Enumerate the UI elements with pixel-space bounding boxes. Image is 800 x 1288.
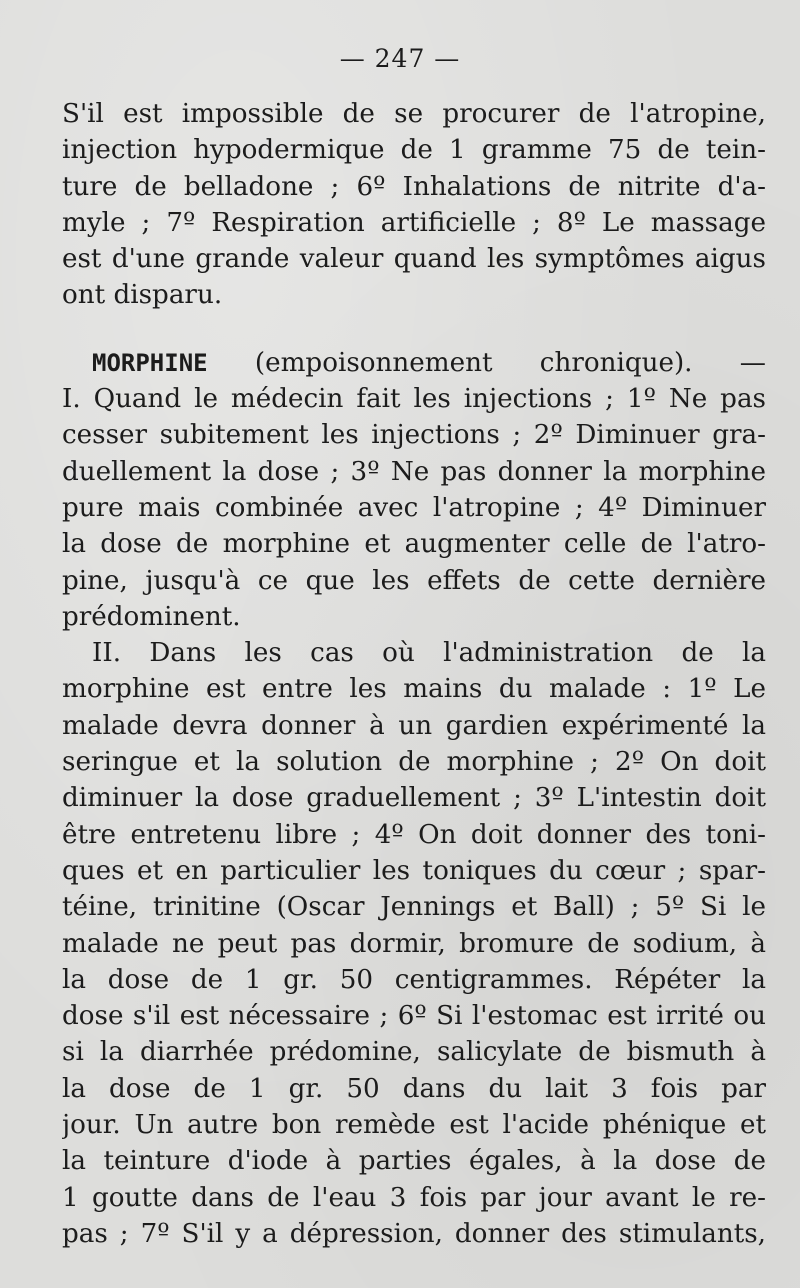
text-line: myle ; 7º Respiration artificielle ; 8º Le massage [62, 207, 766, 238]
text-line: est d'une grande valeur quand les symptômes aigus [62, 244, 766, 275]
text-line: seringue et la solution de morphine ; 2º On doit [62, 747, 766, 778]
body-text [62, 96, 766, 1252]
text-line: dose s'il est nécessaire ; 6º Si l'estomac est irrité ou [62, 1001, 766, 1032]
text-line: la teinture d'iode à parties égales, à la dose de [62, 1146, 766, 1177]
section-heading-line [62, 345, 766, 381]
text-line: la dose de 1 gr. 50 dans du lait 3 fois par [62, 1073, 766, 1104]
page-number: — 247 — [339, 44, 461, 73]
text-line: malade ne peut pas dormir, bromure de sodium, à [62, 928, 766, 959]
text-line: pas ; 7º S'il y a dépression, donner des stimulants, [62, 1218, 766, 1249]
text-line: téine, trinitine (Oscar Jennings et Ball) ; 5º Si le [62, 892, 766, 923]
text-line: I. Quand le médecin fait les injections ; 1º Ne pas [62, 384, 766, 415]
text-line: la dose de morphine et augmenter celle de l'atro- [62, 529, 766, 560]
section-heading-rest: (empoisonnement chronique). — [207, 347, 766, 378]
text-line: injection hypodermique de 1 gramme 75 de tein- [62, 135, 766, 166]
text-line: duellement la dose ; 3º Ne pas donner la morphine [62, 456, 766, 487]
text-line: jour. Un autre bon remède est l'acide phénique et [62, 1110, 766, 1141]
text-line: morphine est entre les mains du malade : 1º Le [62, 674, 766, 705]
text-line: la dose de 1 gr. 50 centigrammes. Répéter la [62, 964, 766, 995]
text-line: ont disparu. [62, 280, 223, 311]
text-line: ture de belladone ; 6º Inhalations de nitrite d'a- [62, 171, 766, 202]
text-line: S'il est impossible de se procurer de l'atropine, [62, 99, 766, 129]
text-line: 1 goutte dans de l'eau 3 fois par jour avant le re- [62, 1182, 766, 1213]
text-line: ques et en particulier les toniques du cœur ; spar- [62, 855, 766, 886]
text-line: être entretenu libre ; 4º On doit donner des toni- [62, 819, 766, 850]
text-line: si la diarrhée prédomine, salicylate de bismuth à [62, 1037, 766, 1068]
text-line: diminuer la dose graduellement ; 3º L'intestin doit [62, 783, 766, 814]
text-line: malade devra donner à un gardien expérimenté la [62, 710, 766, 741]
section-heading: MORPHINE [92, 348, 208, 377]
text-line: prédominent. [62, 601, 241, 632]
text-line: II. Dans les cas où l'administration de la [92, 638, 766, 669]
text-line: cesser subitement les injections ; 2º Diminuer gra- [62, 420, 766, 451]
text-line: pure mais combinée avec l'atropine ; 4º Diminuer [62, 492, 766, 523]
text-line: pine, jusqu'à ce que les effets de cette dernière [62, 565, 766, 596]
